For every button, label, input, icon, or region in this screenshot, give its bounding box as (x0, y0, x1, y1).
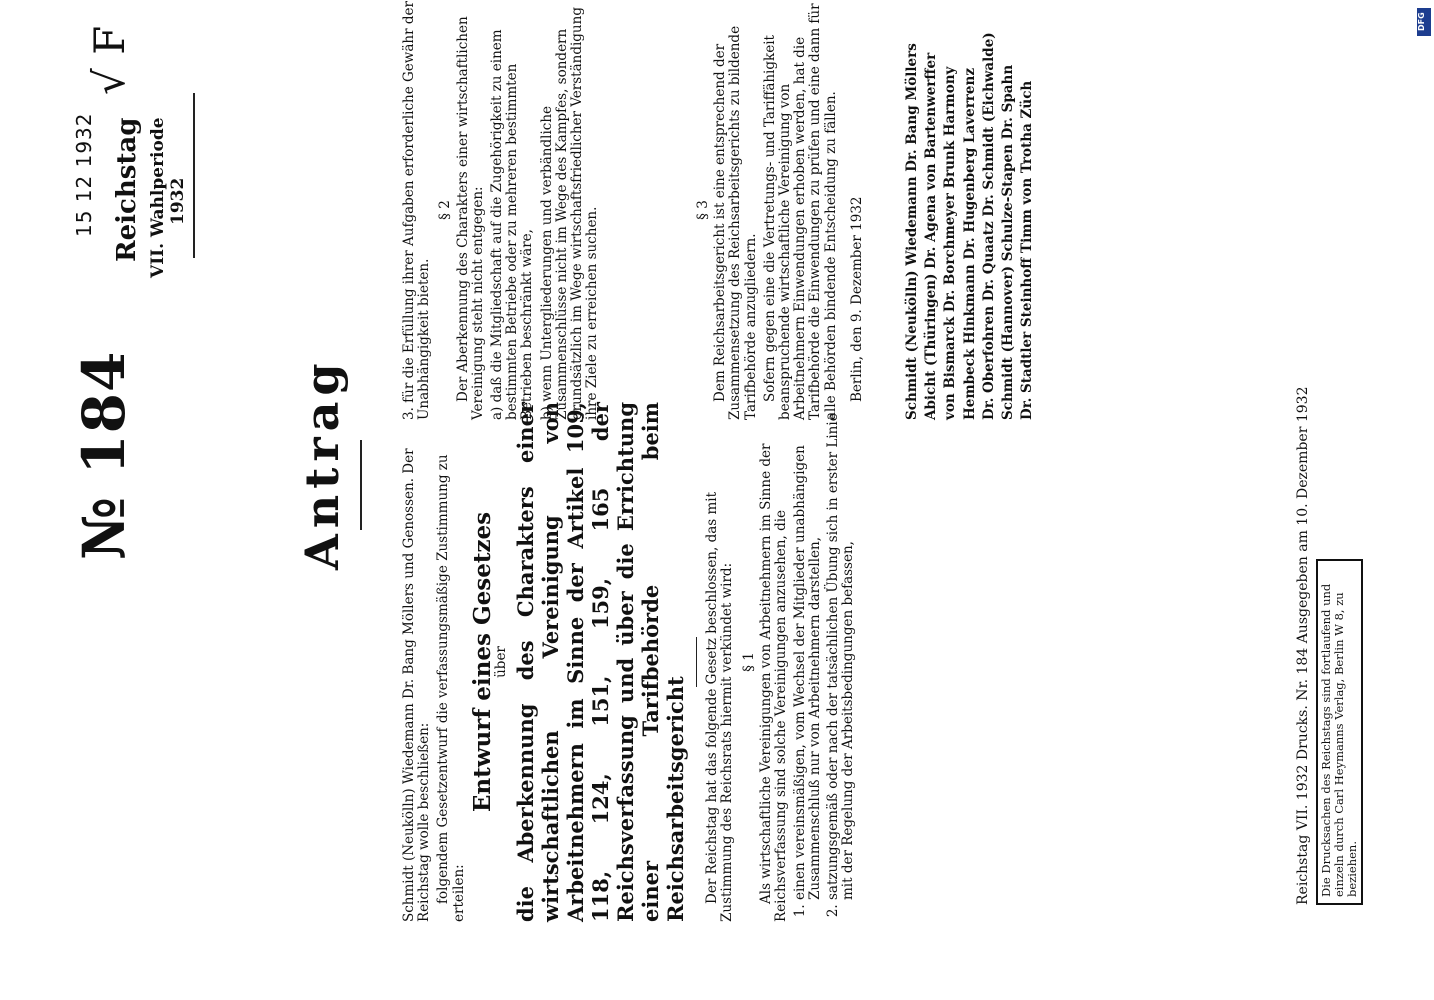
section-1-item: 1. einen vereinsmäßigen, vom Wechsel der Mitglieder unabhängigen Zusammenschluß nur von Arbeitnehmern darstellen, (793, 402, 823, 900)
section-3-title: § 3 (695, 200, 711, 220)
column-date (850, 0, 869, 420)
parliament-name: Reichstag (112, 117, 142, 262)
intro-text-2: folgendem Gesetzentwurf die verfassungsmäßige Zustimmung zu erteilen: (435, 454, 467, 922)
handwritten-mark: √ F (85, 25, 134, 95)
digitization-notice (1418, 10, 1434, 990)
signature-line: Dr. Stadtler Steinhoff Timm von Trotha Züch (1019, 80, 1036, 420)
intro-text: Schmidt (Neukölln) Wiedemann Dr. Bang Möllers und Genossen. Der Reichstag wolle beschließen: (401, 448, 433, 922)
section-2-a: a) daß die Mitgliedschaft auf die Zugehörigkeit zu einem bestimmten Betriebe oder zu mehreren bestimmten Betrieben beschränkt wäre, (489, 29, 536, 420)
title-divider (360, 440, 362, 530)
enactment-clause: Der Reichstag hat das folgende Gesetz beschlossen, das mit Zustimmung des Reichsrats hiermit verkündet wird: (704, 491, 736, 922)
bill-heading: Entwurf eines Gesetzes (468, 511, 496, 813)
footer-notice-box: Die Drucksachen des Reichstags sind fortlaufend und einzeln durch Carl Heymanns Verlag, Berlin W 8, zu beziehen. (1316, 559, 1363, 905)
signature-line: von Bismarck Dr. Borchmeyer Brunk Harmony (942, 66, 959, 420)
footer-line: Reichstag VII. 1932 Drucks. Nr. 184 Ausgegeben am 10. Dezember 1932 (1295, 386, 1311, 905)
bill-ueber: über (493, 646, 510, 678)
dfg-logo: DFG (1417, 8, 1431, 36)
received-stamp: 15 12 1932 (72, 112, 96, 237)
section-3-text-2: Sofern gegen eine die Vertretungs- und Tariffähigkeit beanspruchende wirtschaftliche Vereinigung von Arbeitnehmern Einwendungen erhoben werden, hat die Tarifbehörde die Einwendungen zu prüfen und eine dann für alle Behörden bindende Entscheidung zu fällen. (761, 3, 839, 420)
legislative-period: VII. Wahlperiode (148, 117, 168, 278)
signature-line: Abicht (Thüringen) Dr. Agena von Bartenwerffer (923, 52, 940, 420)
signature-line: Dr. Oberfohren Dr. Quaatz Dr. Schmidt (Eichwalde) (980, 32, 997, 420)
section-2-title: § 2 (437, 200, 454, 220)
document-number: № 184 (70, 350, 138, 560)
header-year: 1932 (168, 177, 188, 225)
section-3-text: Dem Reichsarbeitsgericht ist eine entsprechend der Zusammensetzung des Reichsarbeitsgerichts zu bildende Tarifbehörde anzugliedern. (712, 25, 759, 420)
section-2-text: Der Aberkennung des Charakters einer wirtschaftlichen Vereinigung steht nicht entgegen: (454, 16, 486, 420)
column-middle (402, 0, 604, 420)
signature-line: Schmidt (Hannover) Schulze-Stapen Dr. Spahn (1000, 64, 1017, 420)
bill-title-body: die Aberkennung des Charakters einer wirtschaftlichen Vereinigung von Arbeitnehmern im Sinne der Artikel 109, 118, 124, 151, 159, 165 der Reichsverfassung und über die Errichtung einer Tarifbehörde beim Reichsarbeitsgericht (513, 402, 689, 922)
section-1-list (793, 402, 856, 922)
section-1-title: § 1 (740, 652, 757, 672)
section-2-b: b) wenn Untergliederungen und verbändliche Zusammenschlüsse nicht im Wege des Kampfes, sondern grundsätzlich im Wege wirtschaftsfriedlicher Verständigung ihre Ziele zu erreichen suchen. (538, 7, 601, 420)
signature-block (905, 0, 1039, 420)
bill-divider (696, 637, 697, 687)
item-3-text: 3. für die Erfüllung ihrer Aufgaben erforderliche Gewähr der Unabhängigkeit bieten. (401, 1, 433, 420)
section-1-text: Als wirtschaftliche Vereinigungen von Arbeitnehmern im Sinne der Reichsverfassung sind solche Vereinigungen anzusehen, die (757, 443, 790, 922)
signature-line: Hembeck Hinkmann Dr. Hugenberg Laverrenz (961, 68, 978, 420)
signing-date: Berlin, den 9. Dezember 1932 (849, 196, 865, 402)
column-section-3 (690, 0, 843, 420)
document-title: Antrag (295, 357, 349, 570)
header-divider (193, 93, 195, 258)
signature-line: Schmidt (Neukölln) Wiedemann Dr. Bang Möllers (904, 43, 920, 420)
section-1-item: 2. satzungsgemäß oder nach der tatsächlichen Übung sich in erster Linie mit der Regelung der Arbeitsbedingungen befassen, (826, 402, 856, 900)
column-left (402, 402, 858, 922)
